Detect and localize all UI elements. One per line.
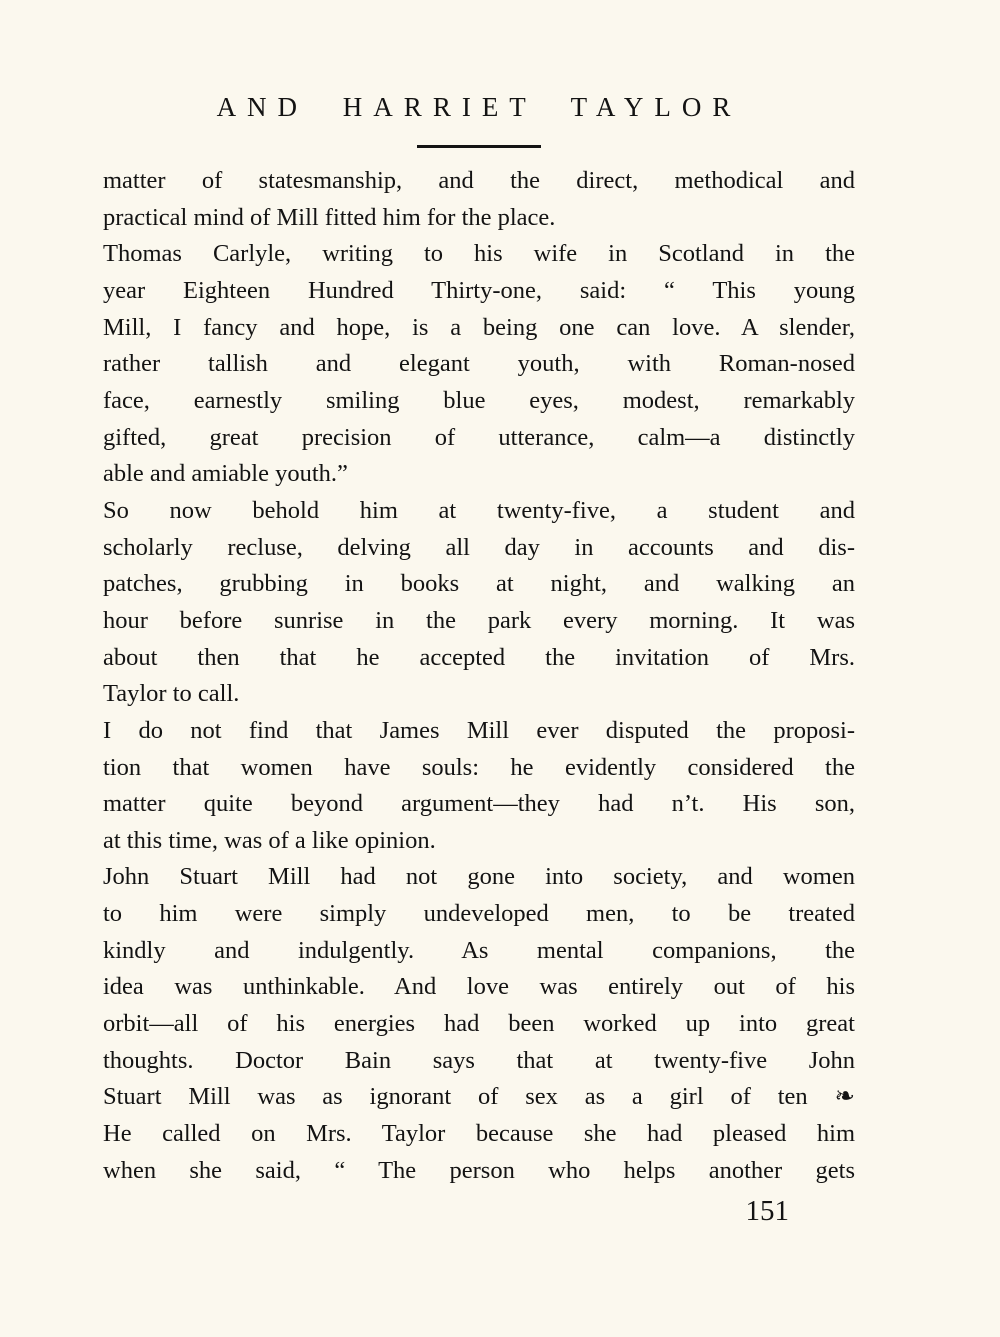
- text-line: So now behold him at twenty-five, a student and: [103, 496, 855, 524]
- text-line: face, earnestly smiling blue eyes, modest, remarkably: [103, 386, 855, 414]
- paragraph: [103, 713, 855, 860]
- text-column: [103, 90, 855, 1228]
- text-line: matter of statesmanship, and the direct, methodical and: [103, 167, 855, 194]
- text-line: scholarly recluse, delving all day in accounts and dis-: [103, 533, 855, 561]
- text-line: Stuart Mill was as ignorant of sex as a girl of ten ❧: [103, 1083, 855, 1111]
- header-divider-rule: [417, 145, 541, 148]
- running-head-title: AND HARRIET TAYLOR: [216, 92, 742, 122]
- text-line: at this time, was of a like opinion.: [103, 826, 436, 854]
- text-line: thoughts. Doctor Bain says that at twenty-five John: [103, 1046, 855, 1074]
- paragraph: [103, 493, 855, 713]
- text-line: to him were simply undeveloped men, to be treated: [103, 900, 855, 928]
- text-line: rather tallish and elegant youth, with Roman-nosed: [103, 350, 855, 378]
- text-line: practical mind of Mill fitted him for the place.: [103, 203, 556, 231]
- text-line: about then that he accepted the invitation of Mrs.: [103, 643, 855, 671]
- text-line: Taylor to call.: [103, 680, 240, 708]
- text-line: gifted, great precision of utterance, calm—a distinctly: [103, 423, 855, 451]
- body-text: [103, 163, 855, 1189]
- paragraph: [103, 236, 855, 493]
- text-line: I do not find that James Mill ever disputed the proposi-: [103, 716, 855, 744]
- text-line: patches, grubbing in books at night, and walking an: [103, 570, 855, 598]
- text-line: year Eighteen Hundred Thirty-one, said: “ This young: [103, 276, 855, 304]
- page-number: 151: [745, 1195, 789, 1228]
- text-line: Thomas Carlyle, writing to his wife in Scotland in the: [103, 240, 855, 268]
- paragraph: [103, 859, 855, 1189]
- text-line: idea was unthinkable. And love was entirely out of his: [103, 973, 855, 1001]
- text-line: hour before sunrise in the park every morning. It was: [103, 606, 855, 634]
- text-line: He called on Mrs. Taylor because she had pleased him: [103, 1120, 855, 1148]
- text-line: tion that women have souls: he evidently considered the: [103, 753, 855, 781]
- text-line: able and amiable youth.”: [103, 460, 348, 488]
- text-line: orbit—all of his energies had been worked up into great: [103, 1010, 855, 1038]
- text-line: kindly and indulgently. As mental companions, the: [103, 936, 855, 964]
- text-line: matter quite beyond argument—they had n’t. His son,: [103, 790, 855, 818]
- text-line: when she said, “ The person who helps another gets: [103, 1156, 855, 1184]
- paragraph: [103, 163, 855, 236]
- text-line: Mill, I fancy and hope, is a being one can love. A slender,: [103, 313, 855, 341]
- text-line: John Stuart Mill had not gone into society, and women: [103, 863, 855, 891]
